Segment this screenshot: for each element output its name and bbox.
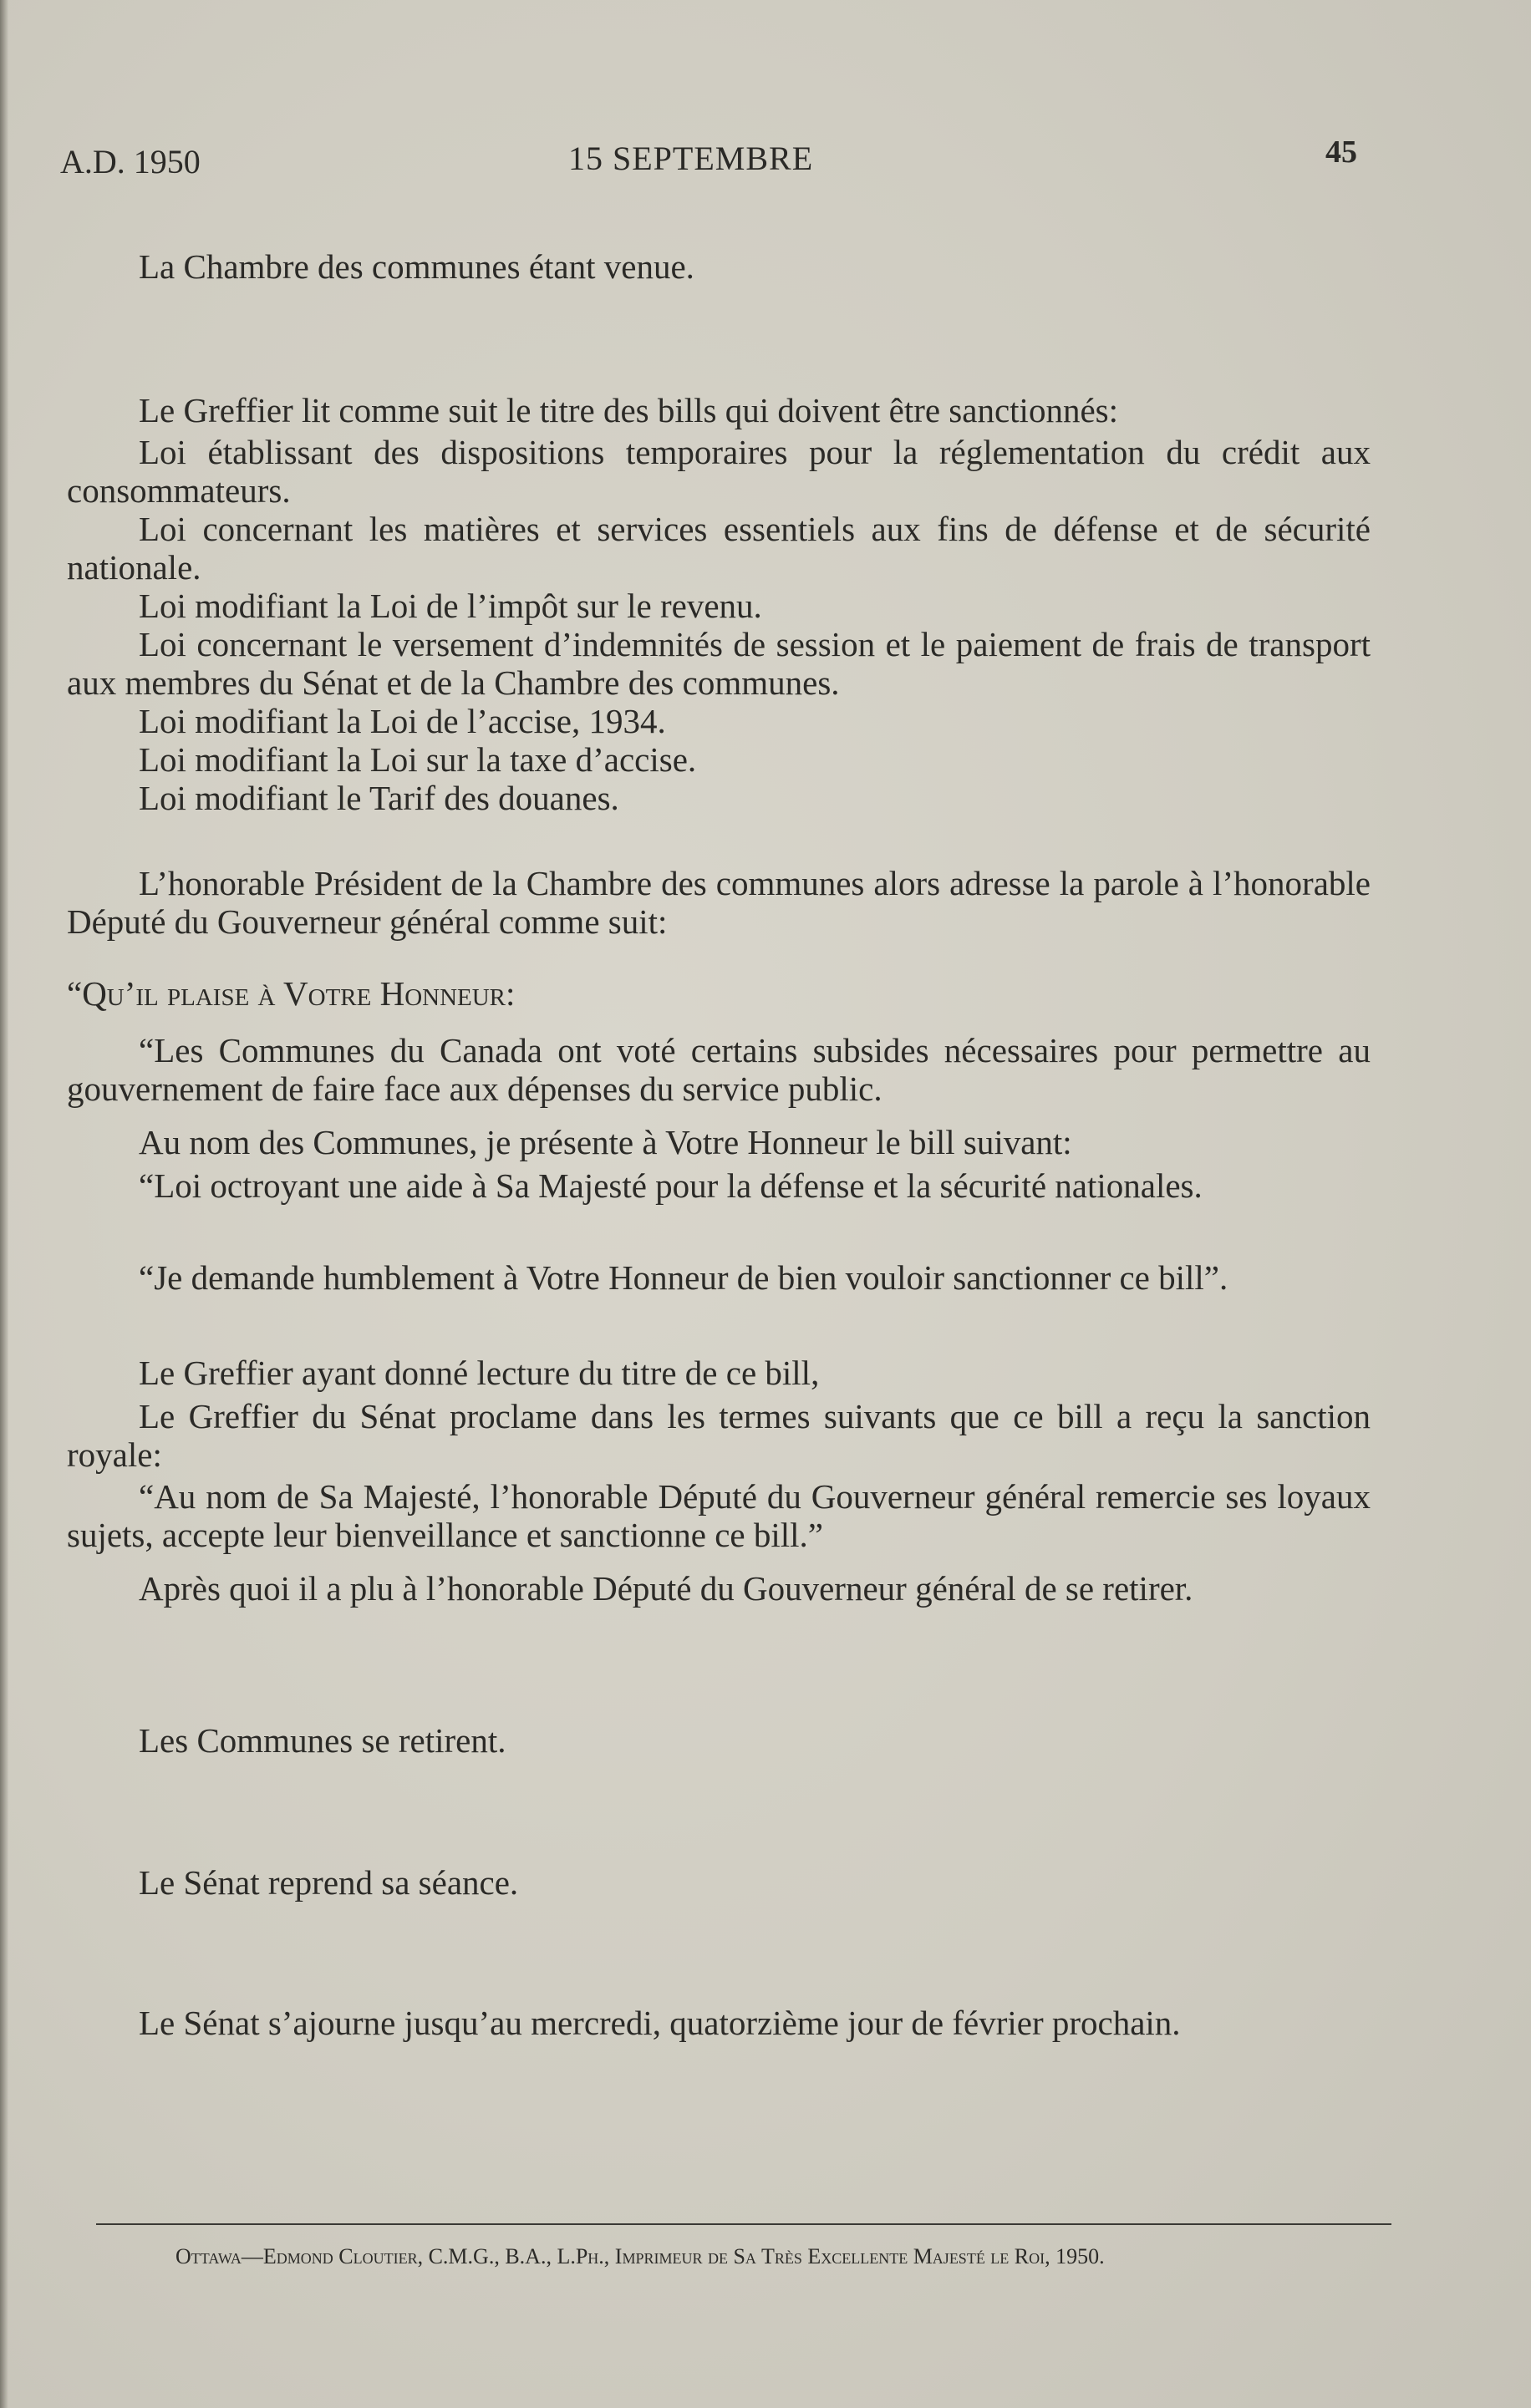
- paragraph-address-salutation: “Qu’il plaise à Votre Honneur:: [67, 974, 516, 1013]
- paragraph-present-bill: Au nom des Communes, je présente à Votre Honneur le bill suivant:: [139, 1123, 1072, 1161]
- bill-title-income-tax: Loi modifiant la Loi de l’impôt sur le revenu.: [139, 587, 762, 625]
- paragraph-house-arrives: La Chambre des communes étant venue.: [139, 247, 694, 286]
- paragraph-royal-assent-proclaimed: Le Greffier du Sénat proclame dans les termes suivants que ce bill a reçu la sanction royale:: [67, 1397, 1371, 1474]
- paragraph-supply-bill-title: “Loi octroyant une aide à Sa Majesté pour la défense et la sécurité nationales.: [139, 1166, 1203, 1205]
- footer-imprint: Ottawa—Edmond Cloutier, C.M.G., B.A., L.Ph., Imprimeur de Sa Très Excellente Majesté le Roi, 1950.: [175, 2244, 1105, 2268]
- paragraph-clerk-reads-titles: Le Greffier lit comme suit le titre des bills qui doivent être sanctionnés:: [139, 391, 1118, 429]
- header-year: A.D. 1950: [60, 143, 201, 180]
- paragraph-humble-request: “Je demande humblement à Votre Honneur de bien vouloir sanctionner ce bill”.: [139, 1258, 1228, 1297]
- page-edge-shadow: [0, 0, 8, 2408]
- document-body: [67, 0, 1371, 2172]
- bill-title-excise-act: Loi modifiant la Loi de l’accise, 1934.: [139, 702, 666, 740]
- header-date: 15 SEPTEMBRE: [568, 140, 814, 177]
- paragraph-clerk-reads-bill: Le Greffier ayant donné lecture du titre de ce bill,: [139, 1354, 820, 1392]
- paragraph-speaker-addresses: L’honorable Président de la Chambre des communes alors adresse la parole à l’honorable Député du Gouverneur général comme suit:: [67, 864, 1371, 941]
- paragraph-senate-adjourns: Le Sénat s’ajourne jusqu’au mercredi, quatorzième jour de février prochain.: [139, 2004, 1181, 2042]
- footer-rule: [96, 2223, 1391, 2225]
- bill-title-customs-tariff: Loi modifiant le Tarif des douanes.: [139, 779, 619, 817]
- paragraph-commons-withdraw: Les Communes se retirent.: [139, 1721, 506, 1760]
- bill-title-excise-tax: Loi modifiant la Loi sur la taxe d’accise.: [139, 740, 697, 779]
- bill-title-consumer-credit: Loi établissant des dispositions temporaires pour la réglementation du crédit aux consommateurs.: [67, 433, 1371, 510]
- paragraph-senate-resumes: Le Sénat reprend sa séance.: [139, 1863, 519, 1902]
- bill-title-sessional-indemnities: Loi concernant le versement d’indemnités de session et le paiement de frais de transport aux membres du Sénat et de la Chambre des communes.: [67, 625, 1371, 702]
- paragraph-assent-formula: “Au nom de Sa Majesté, l’honorable Député du Gouverneur général remercie ses loyaux sujets, accepte leur bienveillance et sanctionne ce bill.”: [67, 1477, 1371, 1554]
- bill-title-essential-materials: Loi concernant les matières et services essentiels aux fins de défense et de sécurité nationale.: [67, 510, 1371, 587]
- paragraph-supply-voted: “Les Communes du Canada ont voté certains subsides nécessaires pour permettre au gouvernement de faire face aux dépenses du service public.: [67, 1031, 1371, 1108]
- paragraph-deputy-retires: Après quoi il a plu à l’honorable Député du Gouverneur général de se retirer.: [139, 1569, 1193, 1608]
- page-number: 45: [1325, 135, 1357, 170]
